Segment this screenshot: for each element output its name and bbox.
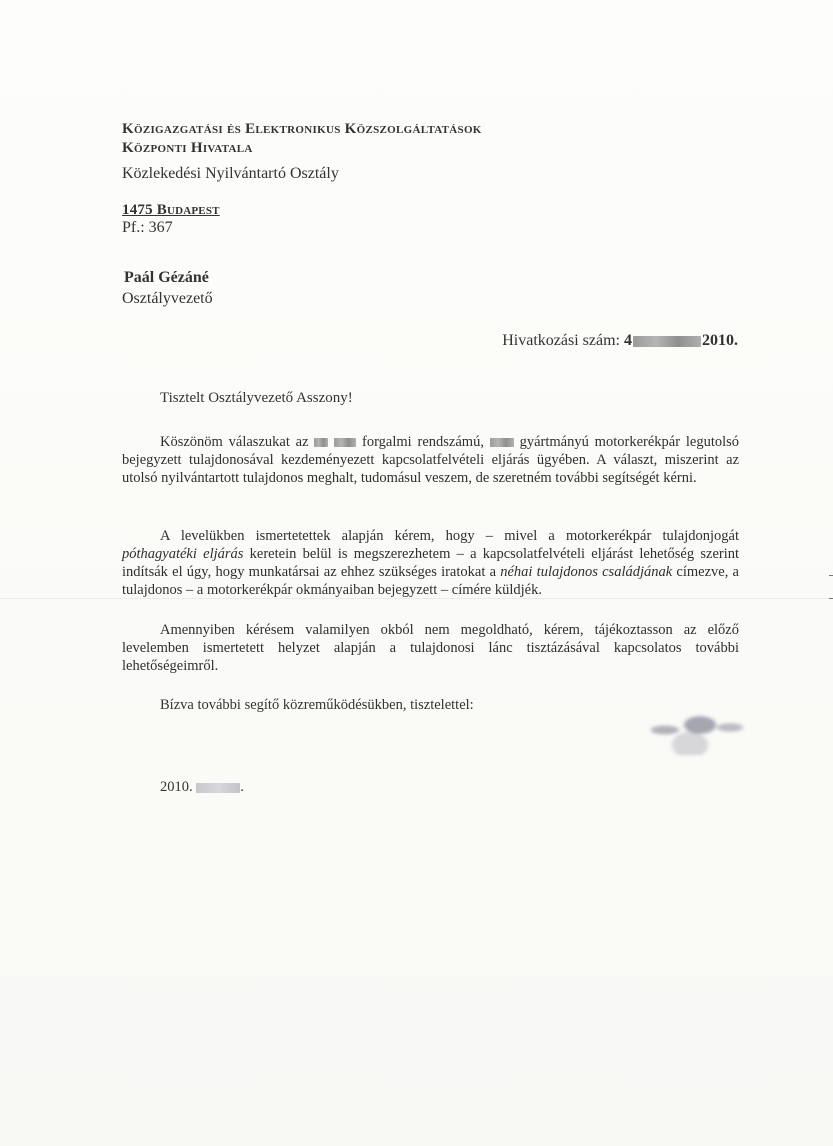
- date-prefix: 2010.: [160, 779, 193, 795]
- p2-text-d: néhai tulajdonos családjának: [500, 564, 673, 580]
- sender-po-box: Pf.: 367: [122, 219, 173, 236]
- paragraph-1: [122, 433, 739, 487]
- reference-label: Hivatkozási szám:: [502, 332, 620, 349]
- sender-city: [122, 202, 220, 219]
- p1-text-a: Köszönöm válaszukat az: [160, 434, 309, 450]
- redacted-reference: [633, 336, 701, 347]
- recipient-role: Osztályvezető: [122, 290, 213, 307]
- date-suffix: .: [240, 779, 244, 795]
- closing-line: Bízva további segítő közreműködésükben, tisztelettel:: [160, 697, 474, 713]
- edge-mark: [829, 575, 833, 576]
- p2-text-e: címezve, a tulajdonos – a motorkerékpár okmányaiban bejegyzett – címére küldjék.: [122, 564, 739, 598]
- p3-text: Amennyiben kérésem valamilyen okból nem megoldható, kérem, tájékoztasson az előző levelemben ismertetett helyzet alapján a tulajdonosi lánc tisztázásával kapcsolatos további lehetőségeimről.: [122, 622, 739, 674]
- org-line1-text: Közigazgatási és Elektronikus Közszolgáltatások: [122, 121, 482, 137]
- paragraph-3: [122, 621, 739, 675]
- city-text: 1475 Budapest: [122, 202, 220, 218]
- letter-date: [160, 779, 244, 796]
- sender-org-line2: [122, 140, 253, 157]
- org-line2-text: Központi Hivatala: [122, 140, 253, 156]
- p1-text-b: forgalmi rendszámú,: [362, 434, 484, 450]
- p2-text-a: A levelükben ismertetettek alapján kérem, hogy – mivel a motorkerékpár tulajdonjogát: [160, 528, 739, 544]
- salutation: Tisztelt Osztályvezető Asszony!: [160, 390, 353, 406]
- redacted-plate-1: [314, 438, 328, 447]
- paragraph-2: [122, 527, 739, 599]
- reference-suffix: 2010.: [702, 332, 738, 349]
- sender-department: Közlekedési Nyilvántartó Osztály: [122, 165, 339, 182]
- redacted-plate-2: [334, 438, 356, 447]
- redacted-date: [196, 783, 240, 793]
- p1-text-c: gyártmányú motorkerékpár legutolsó bejegyzett tulajdonosával kezdeményezett kapcsolatfelvételi eljárás ügyében. A választ, miszerint az utolsó nyilvántartott tulajdonos meghalt, tudomásul veszem, de szeretném további segítségét kérni.: [122, 434, 740, 486]
- redacted-make: [490, 438, 514, 447]
- edge-mark: [829, 598, 833, 599]
- p2-text-b: póthagyatéki eljárás: [122, 546, 244, 562]
- reference-number: [502, 332, 738, 350]
- reference-prefix: 4: [624, 332, 632, 349]
- blurred-signature: [645, 705, 745, 755]
- recipient-name: Paál Gézáné: [124, 269, 209, 286]
- sender-org-line1: [122, 121, 482, 138]
- p2-text-c: keretein belül is megszerezhetem – a kapcsolatfelvételi eljárást lehetőség szerint indítsák el úgy, hogy munkatársai az ehhez szükséges iratokat a: [122, 546, 740, 580]
